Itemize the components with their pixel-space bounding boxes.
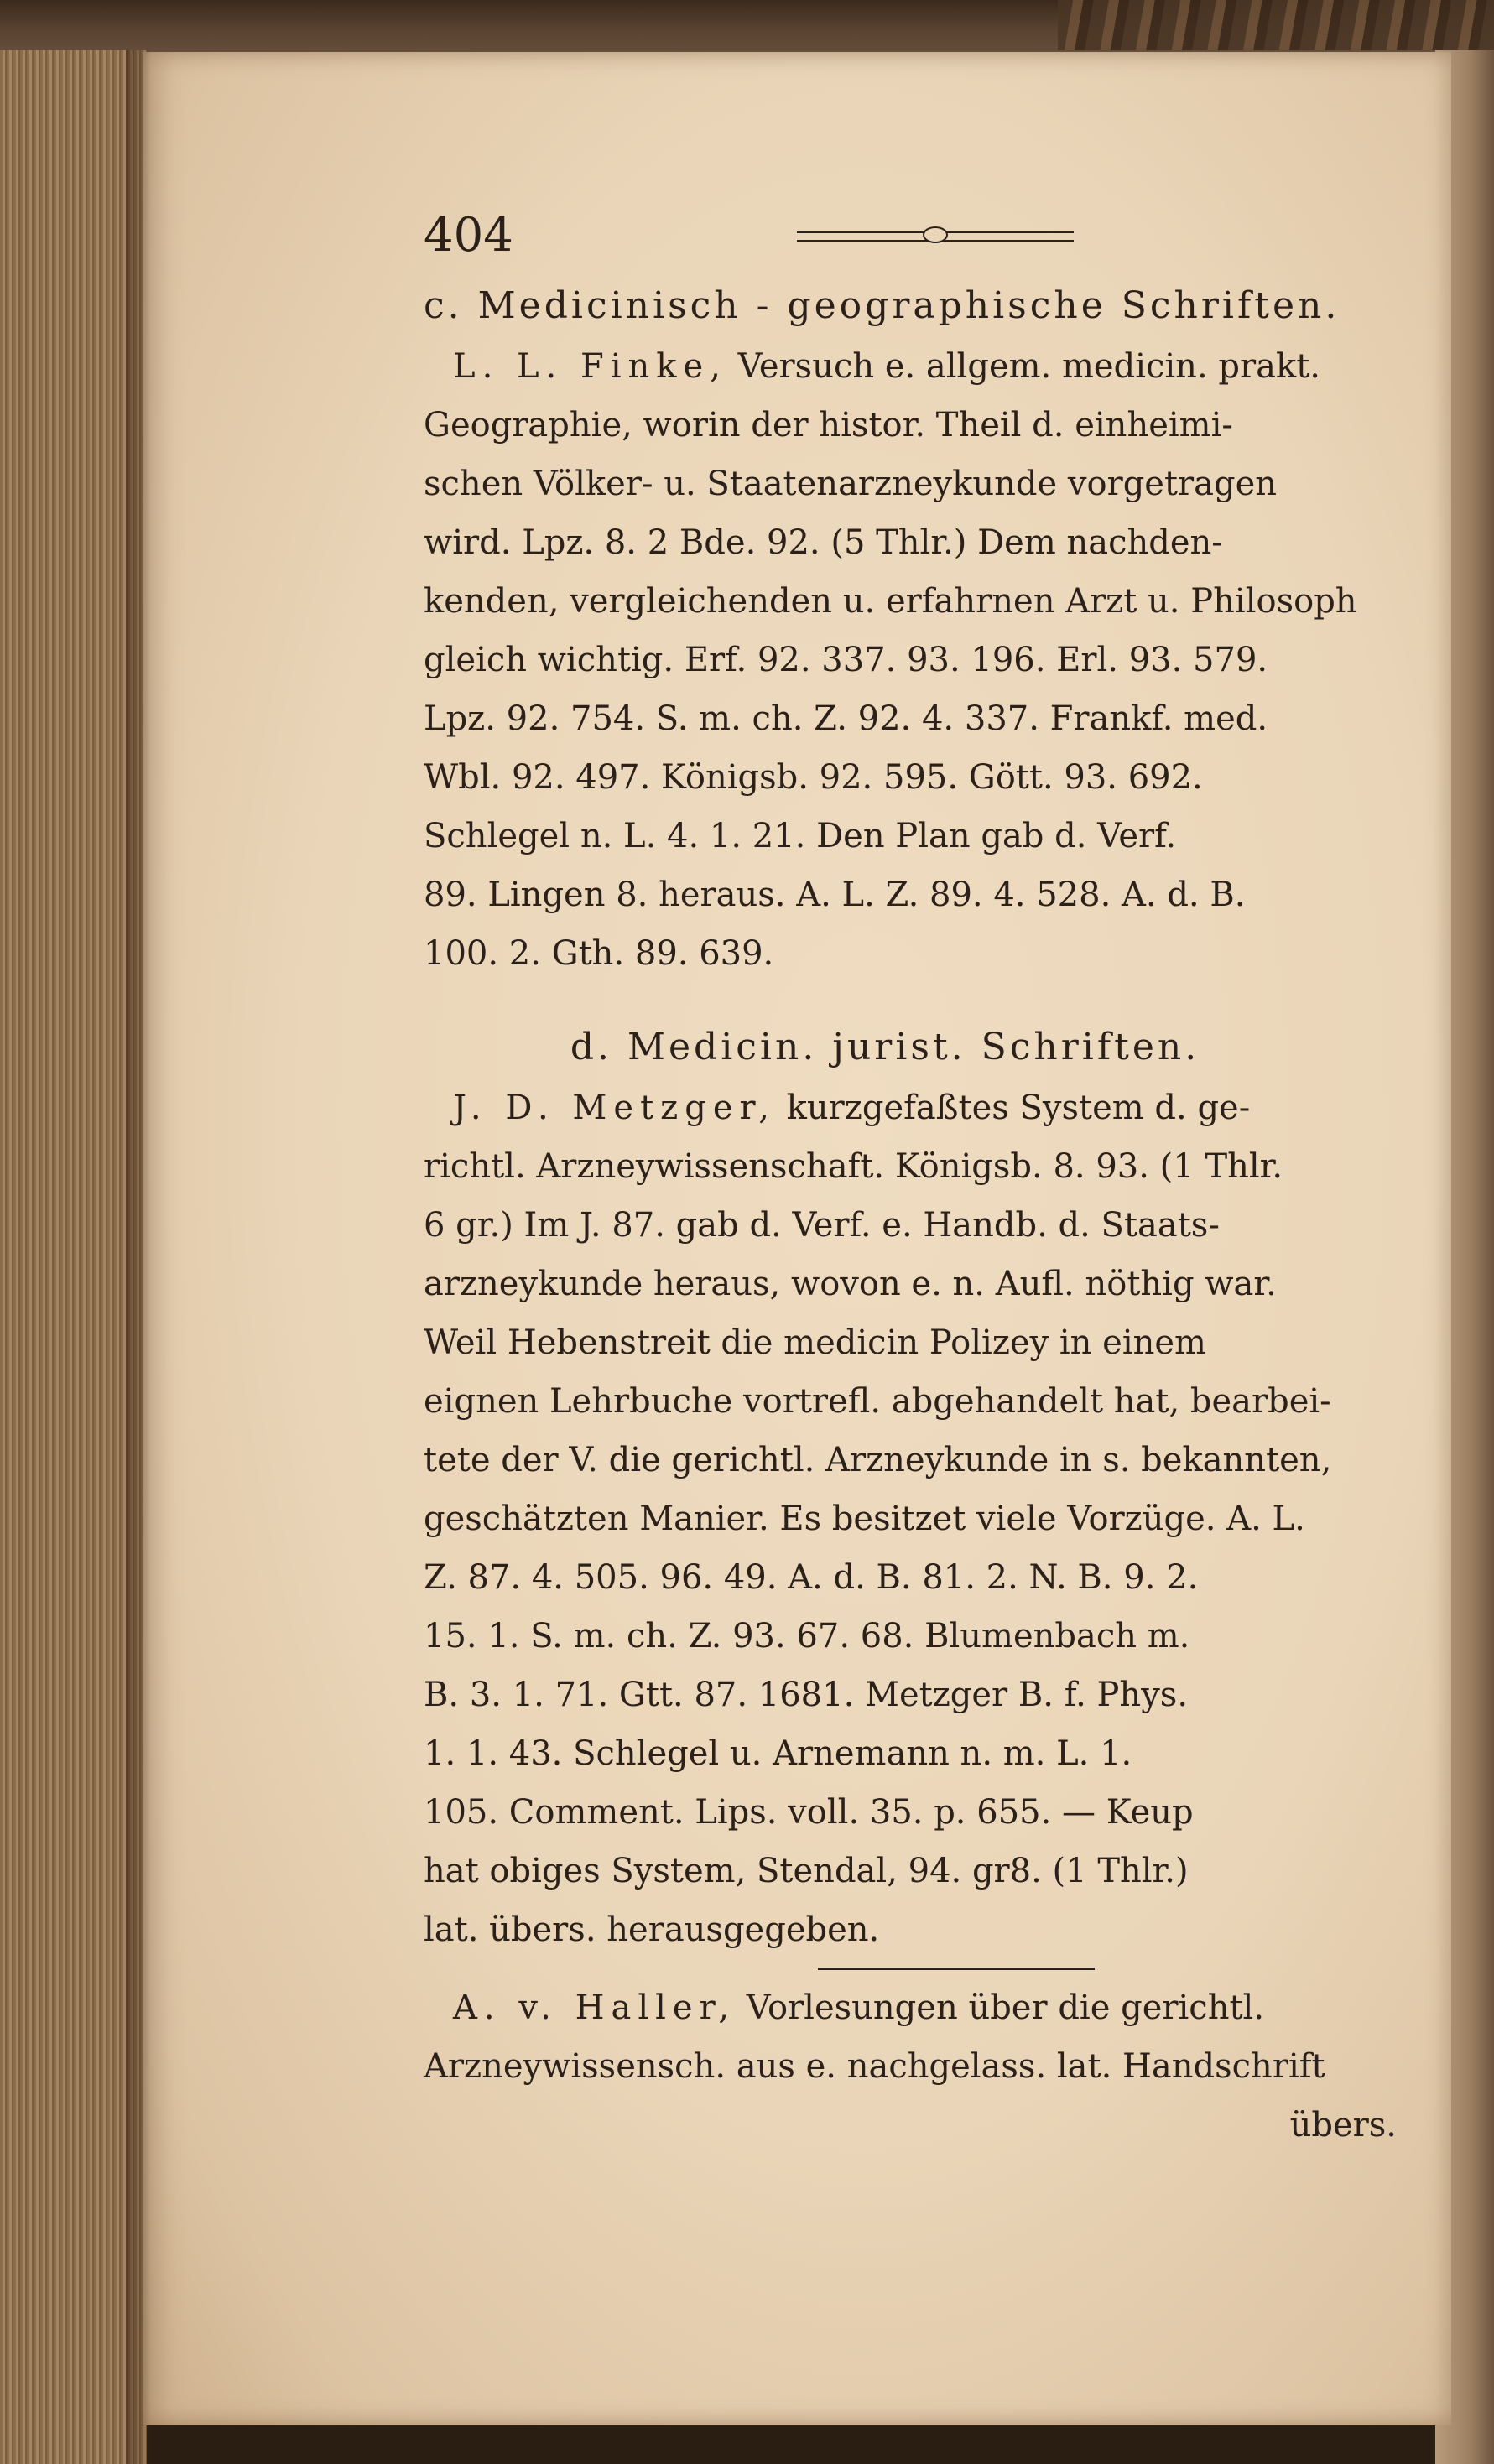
entry-text-line: übers. (1289, 2106, 1397, 2144)
section-title-d: d. Medicin. jurist. Schriften. (570, 1026, 1200, 1068)
entry-text-line: Weil Hebenstreit die medicin Polizey in einem (424, 1323, 1206, 1362)
entry-text-line: geschätzten Manier. Es besitzet viele Vorzüge. A. L. (424, 1500, 1305, 1538)
entry-text-line: Z. 87. 4. 505. 96. 49. A. d. B. 81. 2. N. B. 9. 2. (424, 1558, 1199, 1597)
page-number: 404 (424, 208, 513, 263)
page-header (424, 208, 1413, 275)
entry-text-line: lat. übers. herausgegeben. (424, 1910, 880, 1949)
entry-first-line (424, 1079, 1413, 1137)
entry-text-line: arzneykunde heraus, wovon e. n. Aufl. nöthig war. (424, 1265, 1277, 1303)
entry-text-line: richtl. Arzneywissenschaft. Königsb. 8. 93. (1 Thlr. (424, 1147, 1283, 1186)
header-ornament-rule (797, 231, 1074, 242)
entry-text-line: gleich wichtig. Erf. 92. 337. 93. 196. Erl. 93. 579. (424, 641, 1268, 679)
page-edges (0, 50, 147, 2464)
spacer (424, 983, 1413, 1016)
entry-text-line: Lpz. 92. 754. S. m. ch. Z. 92. 4. 337. Frankf. med. (424, 699, 1268, 738)
entry-first-line (424, 1978, 1413, 2037)
entry-text-line: 105. Comment. Lips. voll. 35. p. 655. — Keup (424, 1793, 1194, 1832)
entry-text-line: Vorlesungen über die gerichtl. (746, 1988, 1265, 2027)
entry-text-line: Geographie, worin der histor. Theil d. einheimi- (424, 406, 1233, 444)
entry-text-line: 1. 1. 43. Schlegel u. Arnemann n. m. L. 1. (424, 1734, 1132, 1773)
entry-text-line: kenden, vergleichenden u. erfahrnen Arzt u. Philosoph (424, 582, 1357, 621)
binding-decoration (1058, 0, 1494, 50)
entry-text-line: 6 gr.) Im J. 87. gab d. Verf. e. Handb. d. Staats- (424, 1206, 1220, 1245)
entry-text-line: Wbl. 92. 497. Königsb. 92. 595. Gött. 93. 692. (424, 758, 1203, 797)
entry-text-line: schen Völker- u. Staatenarzneykunde vorgetragen (424, 465, 1278, 503)
section-divider (818, 1968, 1095, 1970)
entry-author: J. D. Metzger, (453, 1089, 776, 1127)
entry-first-line (424, 337, 1413, 396)
section-title-c: c. Medicinisch - geographische Schriften. (424, 284, 1340, 327)
entry-text-line: Versuch e. allgem. medicin. prakt. (737, 347, 1320, 386)
entry-text-line: 89. Lingen 8. heraus. A. L. Z. 89. 4. 528. A. d. B. (424, 876, 1246, 914)
page-text (424, 208, 1413, 2155)
entry-author: L. L. Finke, (453, 347, 727, 386)
entry-text-line: hat obiges System, Stendal, 94. gr8. (1 Thlr.) (424, 1852, 1189, 1890)
entry-text-line: kurzgefaßtes System d. ge- (786, 1089, 1251, 1127)
entry-text-line: Arzneywissensch. aus e. nachgelass. lat. Handschrift (424, 2047, 1325, 2086)
entry-text-line: 100. 2. Gth. 89. 639. (424, 934, 774, 973)
entry-text-line: 15. 1. S. m. ch. Z. 93. 67. 68. Blumenbach m. (424, 1617, 1190, 1656)
entry-text-line: eignen Lehrbuche vortrefl. abgehandelt hat, bearbei- (424, 1382, 1331, 1421)
entry-text-line: Schlegel n. L. 4. 1. 21. Den Plan gab d. Verf. (424, 817, 1177, 855)
entry-author: A. v. Haller, (453, 1988, 737, 2027)
entry-text-line: tete der V. die gerichtl. Arzneykunde in s. bekannten, (424, 1441, 1332, 1479)
entry-text-line: B. 3. 1. 71. Gtt. 87. 1681. Metzger B. f. Phys. (424, 1676, 1189, 1714)
entry-text-line: wird. Lpz. 8. 2 Bde. 92. (5 Thlr.) Dem nachden- (424, 523, 1223, 562)
gutter-shadow (126, 50, 151, 2464)
